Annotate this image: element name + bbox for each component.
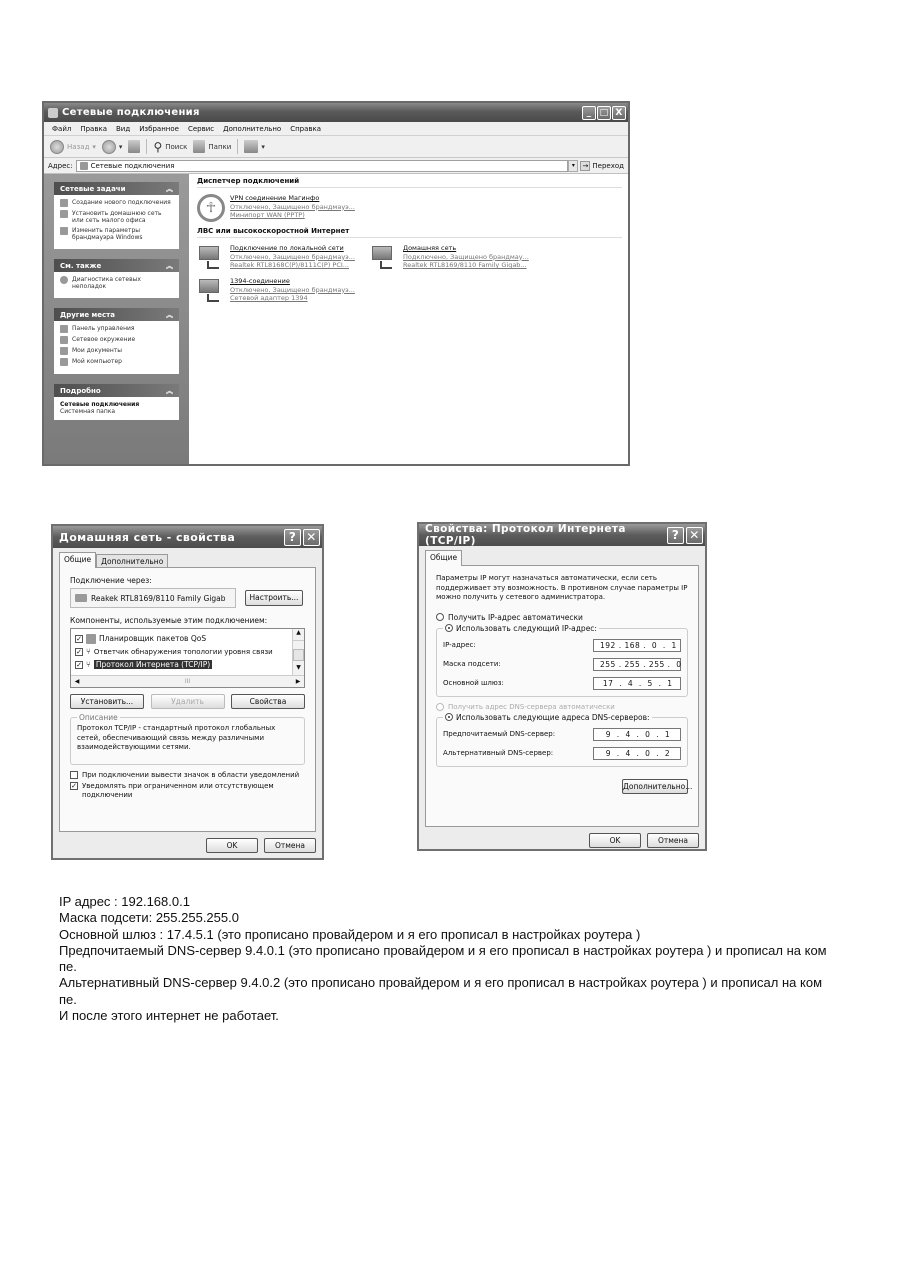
connections-list — [189, 174, 628, 464]
menu-bar — [44, 122, 628, 136]
address-input[interactable]: Сетевые подключения — [76, 160, 569, 172]
adapter-field: Reakek RTL8169/8110 Family Gigab — [70, 588, 236, 608]
alternate-dns-input[interactable]: 9 . 4 . 0 . 2 — [593, 747, 681, 760]
manual-dns-group — [436, 713, 688, 767]
group-header: Диспетчер подключений — [197, 177, 622, 188]
network-neighborhood-icon — [60, 336, 68, 344]
tab-general[interactable]: Общие — [59, 552, 96, 568]
close-button[interactable]: X — [612, 106, 626, 120]
scroll-up-icon: ▲ — [293, 629, 304, 641]
scroll-left-icon: ◀ — [74, 678, 80, 685]
folders-button[interactable]: Папки — [193, 140, 231, 153]
group-header: ЛВС или высокоскоростной Интернет — [197, 227, 622, 238]
menu-edit[interactable]: Правка — [80, 124, 107, 133]
qos-scheduler-icon — [86, 634, 96, 644]
tab-general[interactable]: Общие — [425, 550, 462, 566]
views-button[interactable] — [244, 140, 265, 153]
see-also-panel — [54, 259, 179, 298]
search-icon: ⚲ — [153, 139, 163, 154]
component-item[interactable]: ✓ ⑂ Протокол Интернета (TCP/IP) — [76, 660, 211, 669]
checkbox[interactable]: ✓ — [76, 660, 82, 669]
auto-dns-option[interactable]: Получить адрес DNS-сервера автоматически — [436, 703, 688, 711]
place-network-neighborhood[interactable]: Сетевое окружение — [60, 336, 173, 344]
task-network-diagnostics[interactable]: Диагностика сетевых неполадок — [60, 276, 173, 290]
alternate-dns-label: Альтернативный DNS-сервер: — [443, 749, 554, 757]
back-button[interactable]: Назад ▾ — [50, 140, 96, 154]
network-protocol-icon: ⑂ — [86, 647, 91, 656]
details-subtitle: Системная папка — [60, 408, 116, 415]
lan-connection-icon — [197, 244, 225, 272]
vpn-icon: ☥ — [197, 194, 225, 222]
manual-ip-radio[interactable] — [445, 624, 453, 632]
collapse-icon: ︽ — [166, 386, 173, 395]
description-group: Описание Протокол TCP/IP - стандартный протокол глобальных сетей, обеспечивающий связь между различными взаимодействующими сетями. — [70, 713, 305, 765]
scroll-right-icon: ▶ — [295, 678, 301, 685]
preferred-dns-input[interactable]: 9 . 4 . 0 . 1 — [593, 728, 681, 741]
chevron-down-icon: ▾ — [92, 142, 96, 151]
horizontal-scrollbar[interactable]: ◀ III ▶ — [71, 675, 304, 687]
dialog-title: Свойства: Протокол Интернета (TCP/IP) — [425, 523, 626, 547]
other-places-panel — [54, 308, 179, 374]
maximize-button[interactable]: □ — [597, 106, 611, 120]
ok-button[interactable]: OK — [589, 833, 641, 848]
chevron-down-icon: ▾ — [261, 142, 265, 151]
task-setup-home-network[interactable]: Установить домашнюю сеть или сеть малого офиса — [60, 210, 173, 224]
ip-address-input[interactable]: 192 . 168 . 0 . 1 — [593, 639, 681, 652]
task-firewall-settings[interactable]: Изменить параметры брандмауэра Windows — [60, 227, 173, 241]
text-line: Предпочитаемый DNS-сервер 9.4.0.1 (это прописано провайдером и я его прописал в настройках роутера ) и прописал на ком — [59, 942, 827, 958]
connection-local-area[interactable]: Подключение по локальной сети Отключено, Защищено брандмауэ... Realtek RTL8168C(P)/8111C(P) PCI... — [197, 244, 362, 272]
network-tasks-header[interactable]: Сетевые задачи ︽ — [54, 182, 179, 195]
network-connections-window — [42, 101, 630, 466]
title-bar — [44, 103, 628, 122]
show-icon-option[interactable]: При подключении вывести значок в области уведомлений — [70, 771, 305, 779]
menu-help[interactable]: Справка — [290, 124, 322, 133]
tcpip-properties-dialog — [417, 522, 707, 851]
lan-connection-icon — [197, 277, 225, 305]
place-my-documents[interactable]: Мои документы — [60, 347, 173, 355]
menu-file[interactable]: Файл — [52, 124, 72, 133]
go-arrow-icon: → — [580, 161, 590, 171]
auto-dns-radio[interactable] — [436, 703, 444, 711]
notify-option[interactable]: ✓ Уведомлять при ограниченном или отсутствующем подключении — [71, 782, 274, 799]
configure-button[interactable]: Настроить... — [245, 590, 303, 606]
network-folder-icon — [48, 108, 58, 118]
menu-view[interactable]: Вид — [115, 124, 131, 133]
up-folder-icon — [128, 140, 140, 153]
address-dropdown-button[interactable]: ▾ — [568, 160, 578, 172]
chevron-down-icon: ▾ — [118, 142, 123, 151]
scroll-thumb[interactable] — [293, 649, 304, 661]
network-adapter-icon — [75, 594, 87, 602]
cancel-button[interactable]: Отмена — [264, 838, 316, 853]
default-gateway-label: Основной шлюз: — [443, 679, 504, 687]
back-arrow-icon — [50, 140, 64, 154]
help-button[interactable]: ? — [667, 527, 684, 544]
manual-ip-group — [436, 624, 688, 697]
details-title: Сетевые подключения — [60, 401, 140, 408]
details-header[interactable]: Подробно ︽ — [54, 384, 179, 397]
auto-ip-option[interactable]: Получить IP-адрес автоматически — [436, 613, 688, 622]
tab-advanced[interactable]: Дополнительно — [96, 554, 168, 568]
info-icon — [60, 276, 68, 284]
ok-button[interactable]: OK — [206, 838, 258, 853]
documents-icon — [60, 347, 68, 355]
task-pane — [44, 174, 189, 464]
collapse-icon: ︽ — [166, 261, 173, 270]
install-button[interactable]: Установить... — [70, 694, 144, 709]
problem-description — [59, 894, 879, 1024]
views-icon — [244, 140, 258, 153]
checkbox[interactable]: ✓ — [76, 647, 82, 656]
up-folder-button[interactable] — [128, 140, 140, 153]
help-button[interactable]: ? — [284, 529, 301, 546]
minimize-button[interactable]: _ — [582, 106, 596, 120]
text-line: Маска подсети: 255.255.255.0 — [59, 910, 239, 926]
dialog-title-bar — [53, 526, 322, 548]
forward-button[interactable] — [102, 140, 123, 154]
new-connection-icon — [60, 199, 68, 207]
network-protocol-icon: ⑂ — [86, 660, 91, 669]
connect-via-label: Подключение через: — [70, 576, 152, 585]
auto-ip-radio[interactable] — [436, 613, 444, 621]
text-line: И после этого интернет не работает. — [59, 1008, 279, 1024]
text-line: пе. — [59, 991, 77, 1007]
remove-button[interactable]: Удалить — [151, 694, 225, 709]
collapse-icon: ︽ — [166, 184, 173, 193]
text-line: Основной шлюз : 17.4.5.1 (это прописано провайдером и я его прописал в настройках роутера ) — [59, 926, 641, 942]
connection-1394[interactable]: 1394-соединение Отключено, Защищено брандмауэ... Сетевой адаптер 1394 — [197, 277, 362, 305]
default-gateway-input[interactable]: 17 . 4 . 5 . 1 — [593, 677, 681, 690]
subnet-mask-label: Маска подсети: — [443, 660, 501, 668]
network-folder-icon — [80, 162, 88, 170]
components-list — [70, 628, 305, 688]
manual-dns-option[interactable]: Использовать следующие адреса DNS-серверов: — [443, 713, 652, 722]
text-line: пе. — [59, 959, 77, 975]
menu-favorites[interactable]: Избранное — [139, 124, 179, 133]
connection-properties-dialog — [51, 524, 324, 860]
checkbox[interactable]: ✓ — [76, 634, 82, 643]
toolbar-separator — [237, 139, 238, 154]
properties-button[interactable]: Свойства — [231, 694, 305, 709]
firewall-icon — [60, 227, 68, 235]
subnet-mask-input[interactable]: 255 . 255 . 255 . 0 — [593, 658, 681, 671]
connection-vpn[interactable]: ☥ VPN соединение Магинфо Отключено, Защищено брандмауэ... Минипорт WAN (PPTP) — [197, 194, 362, 222]
place-my-computer[interactable]: Мой компьютер — [60, 358, 173, 366]
toolbar — [44, 136, 628, 158]
components-label: Компоненты, используемые этим подключением: — [70, 616, 268, 625]
menu-advanced[interactable]: Дополнительно — [223, 124, 282, 133]
cancel-button[interactable]: Отмена — [647, 833, 699, 848]
vertical-scrollbar[interactable] — [292, 629, 304, 676]
search-button[interactable]: ⚲ Поиск — [153, 139, 188, 154]
close-button[interactable]: ✕ — [686, 527, 703, 544]
connection-home-network[interactable]: Домашняя сеть Подключено, Защищено брандмау... Realtek RTL8169/8110 Family Gigab... — [370, 244, 535, 272]
text-line: IP адрес : 192.168.0.1 — [59, 894, 190, 909]
menu-tools[interactable]: Сервис — [187, 124, 215, 133]
network-tasks-panel — [54, 182, 179, 249]
forward-arrow-icon — [102, 140, 116, 154]
window-title: Сетевые подключения — [62, 107, 200, 118]
intro-text: Параметры IP могут назначаться автоматически, если сеть поддерживает эту возможность. В противном случае параметры IP можно получить у сетевого администратора. — [436, 574, 688, 601]
advanced-button[interactable]: Дополнительно... — [622, 779, 688, 794]
other-places-header[interactable]: Другие места ︽ — [54, 308, 179, 321]
computer-icon — [60, 358, 68, 366]
description-text: Протокол TCP/IP - стандартный протокол глобальных сетей, обеспечивающий связь между различными взаимодействующими сетями. — [77, 724, 276, 751]
dialog-title-bar — [419, 524, 705, 546]
manual-dns-radio[interactable] — [445, 713, 453, 721]
manual-ip-option[interactable]: Использовать следующий IP-адрес: — [443, 624, 599, 633]
show-icon-checkbox[interactable] — [70, 771, 78, 779]
lan-connection-icon — [370, 244, 398, 272]
dialog-title: Домашняя сеть - свойства — [59, 530, 236, 544]
address-bar — [44, 158, 628, 174]
collapse-icon: ︽ — [166, 310, 173, 319]
text-line: Альтернативный DNS-сервер 9.4.0.2 (это прописано провайдером и я его прописал в настройках роутера ) и прописал на ком — [59, 975, 823, 991]
address-label: Адрес: — [48, 161, 73, 170]
details-panel — [54, 384, 179, 420]
component-item[interactable]: ✓ Планировщик пакетов QoS — [76, 634, 207, 643]
notify-checkbox[interactable]: ✓ — [71, 782, 77, 790]
place-control-panel[interactable]: Панель управления — [60, 325, 173, 333]
control-panel-icon — [60, 325, 68, 333]
component-item[interactable]: ✓ ⑂ Ответчик обнаружения топологии уровня связи — [76, 647, 273, 656]
go-button[interactable]: → Переход — [580, 161, 628, 171]
task-create-connection[interactable]: Создание нового подключения — [60, 199, 173, 207]
folders-icon — [193, 140, 205, 153]
ip-address-label: IP-адрес: — [443, 641, 476, 649]
toolbar-separator — [146, 139, 147, 154]
close-button[interactable]: ✕ — [303, 529, 320, 546]
scroll-down-icon: ▼ — [296, 664, 301, 671]
home-network-icon — [60, 210, 68, 218]
preferred-dns-label: Предпочитаемый DNS-сервер: — [443, 730, 556, 738]
see-also-header[interactable]: См. также ︽ — [54, 259, 179, 272]
